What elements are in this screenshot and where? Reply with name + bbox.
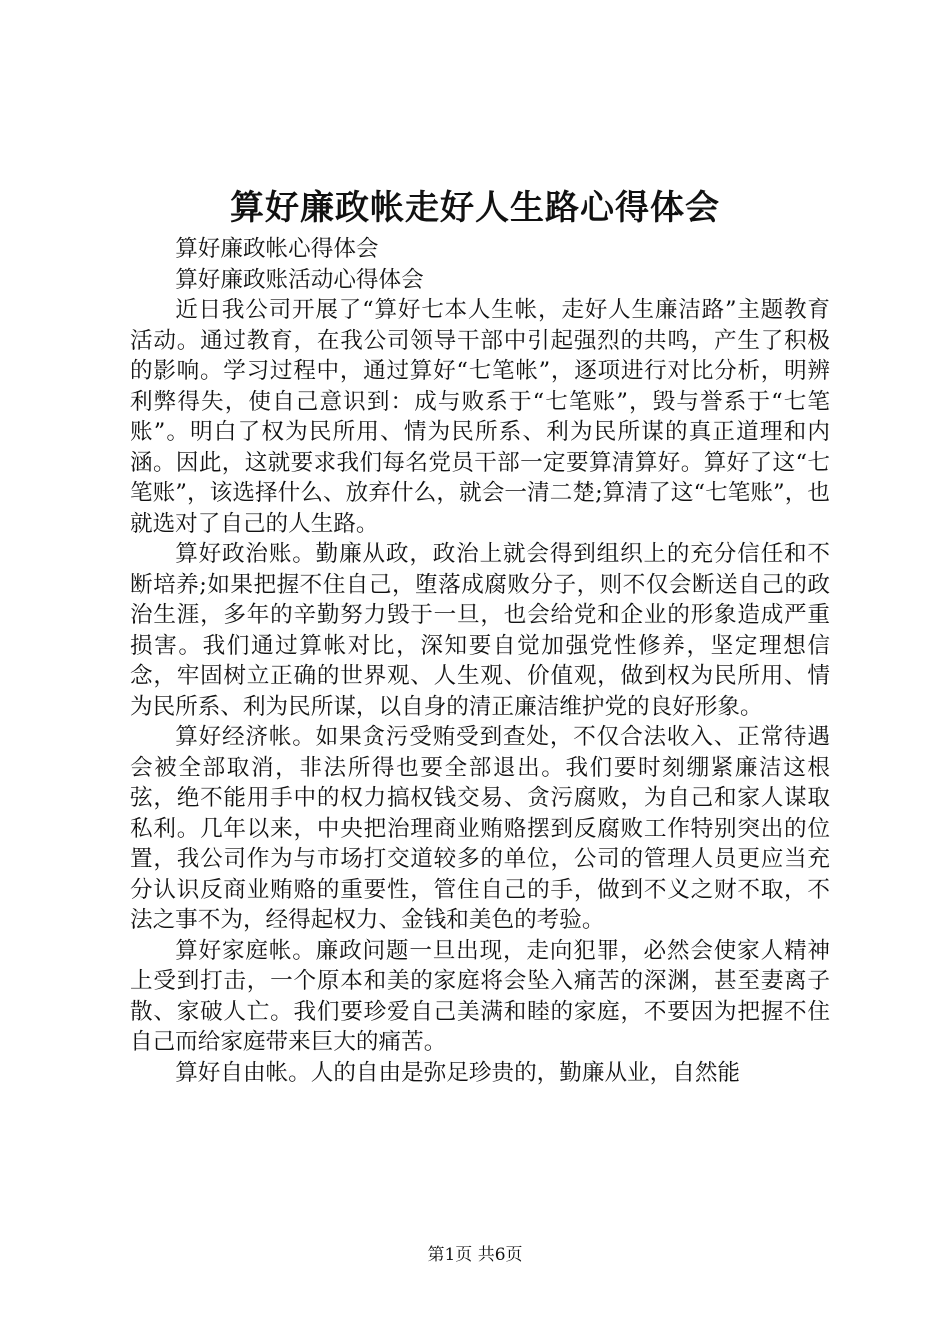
paragraph-economic-account: 算好经济帐。如果贪污受贿受到查处，不仅合法收入、正常待遇会被全部取消，非法所得也要全部退出。我们要时刻绷紧廉洁这根弦，绝不能用手中的权力搞权钱交易、贪污腐败，为自己和家人谋取私利。几年以来，中央把治理商业贿赂摆到反腐败工作特别突出的位置，我公司作为与市场打交道较多的单位，公司的管理人员更应当充分认识反商业贿赂的重要性，管住自己的手，做到不义之财不取，不法之事不为，经得起权力、金钱和美色的考验。 [130, 724, 830, 933]
paragraph-intro: 近日我公司开展了“算好七本人生帐，走好人生廉洁路”主题教育活动。通过教育，在我公司领导干部中引起强烈的共鸣，产生了积极的影响。学习过程中，通过算好“七笔帐”，逐项进行对比分析，明辨利弊得失，使自己意识到：成与败系于“七笔账”，毁与誉系于“七笔账”。明白了权为民所用、情为民所系、利为民所谋的真正道理和内涵。因此，这就要求我们每名党员干部一定要算清算好。算好了这“七笔账”，该选择什么、放弃什么，就会一清二楚;算清了这“七笔账”，也就选对了自己的人生路。 [130, 297, 830, 537]
document-title: 算好廉政帐走好人生路心得体会 [230, 188, 720, 228]
paragraph-freedom-account: 算好自由帐。人的自由是弥足珍贵的，勤廉从业，自然能 [175, 1059, 741, 1086]
paragraph-political-account: 算好政治账。勤廉从政，政治上就会得到组织上的充分信任和不断培养;如果把握不住自己，堕落成腐败分子，则不仅会断送自己的政治生涯，多年的辛勤努力毁于一旦，也会给党和企业的形象造成严重损害。我们通过算帐对比，深知要自觉加强党性修养，坚定理想信念，牢固树立正确的世界观、人生观、价值观，做到权为民所用、情为民所系、利为民所谋，以自身的清正廉洁维护党的良好形象。 [130, 541, 830, 720]
document-body [130, 234, 830, 1088]
paragraph-subtitle-1: 算好廉政帐心得体会 [175, 236, 379, 262]
paragraph-family-account: 算好家庭帐。廉政问题一旦出现，走向犯罪，必然会使家人精神上受到打击，一个原本和美的家庭将会坠入痛苦的深渊，甚至妻离子散、家破人亡。我们要珍爱自己美满和睦的家庭，不要因为把握不住自己而给家庭带来巨大的痛苦。 [130, 937, 830, 1055]
page-footer: 第1页 共6页 [427, 1245, 523, 1265]
paragraph-subtitle-2: 算好廉政账活动心得体会 [175, 266, 424, 293]
